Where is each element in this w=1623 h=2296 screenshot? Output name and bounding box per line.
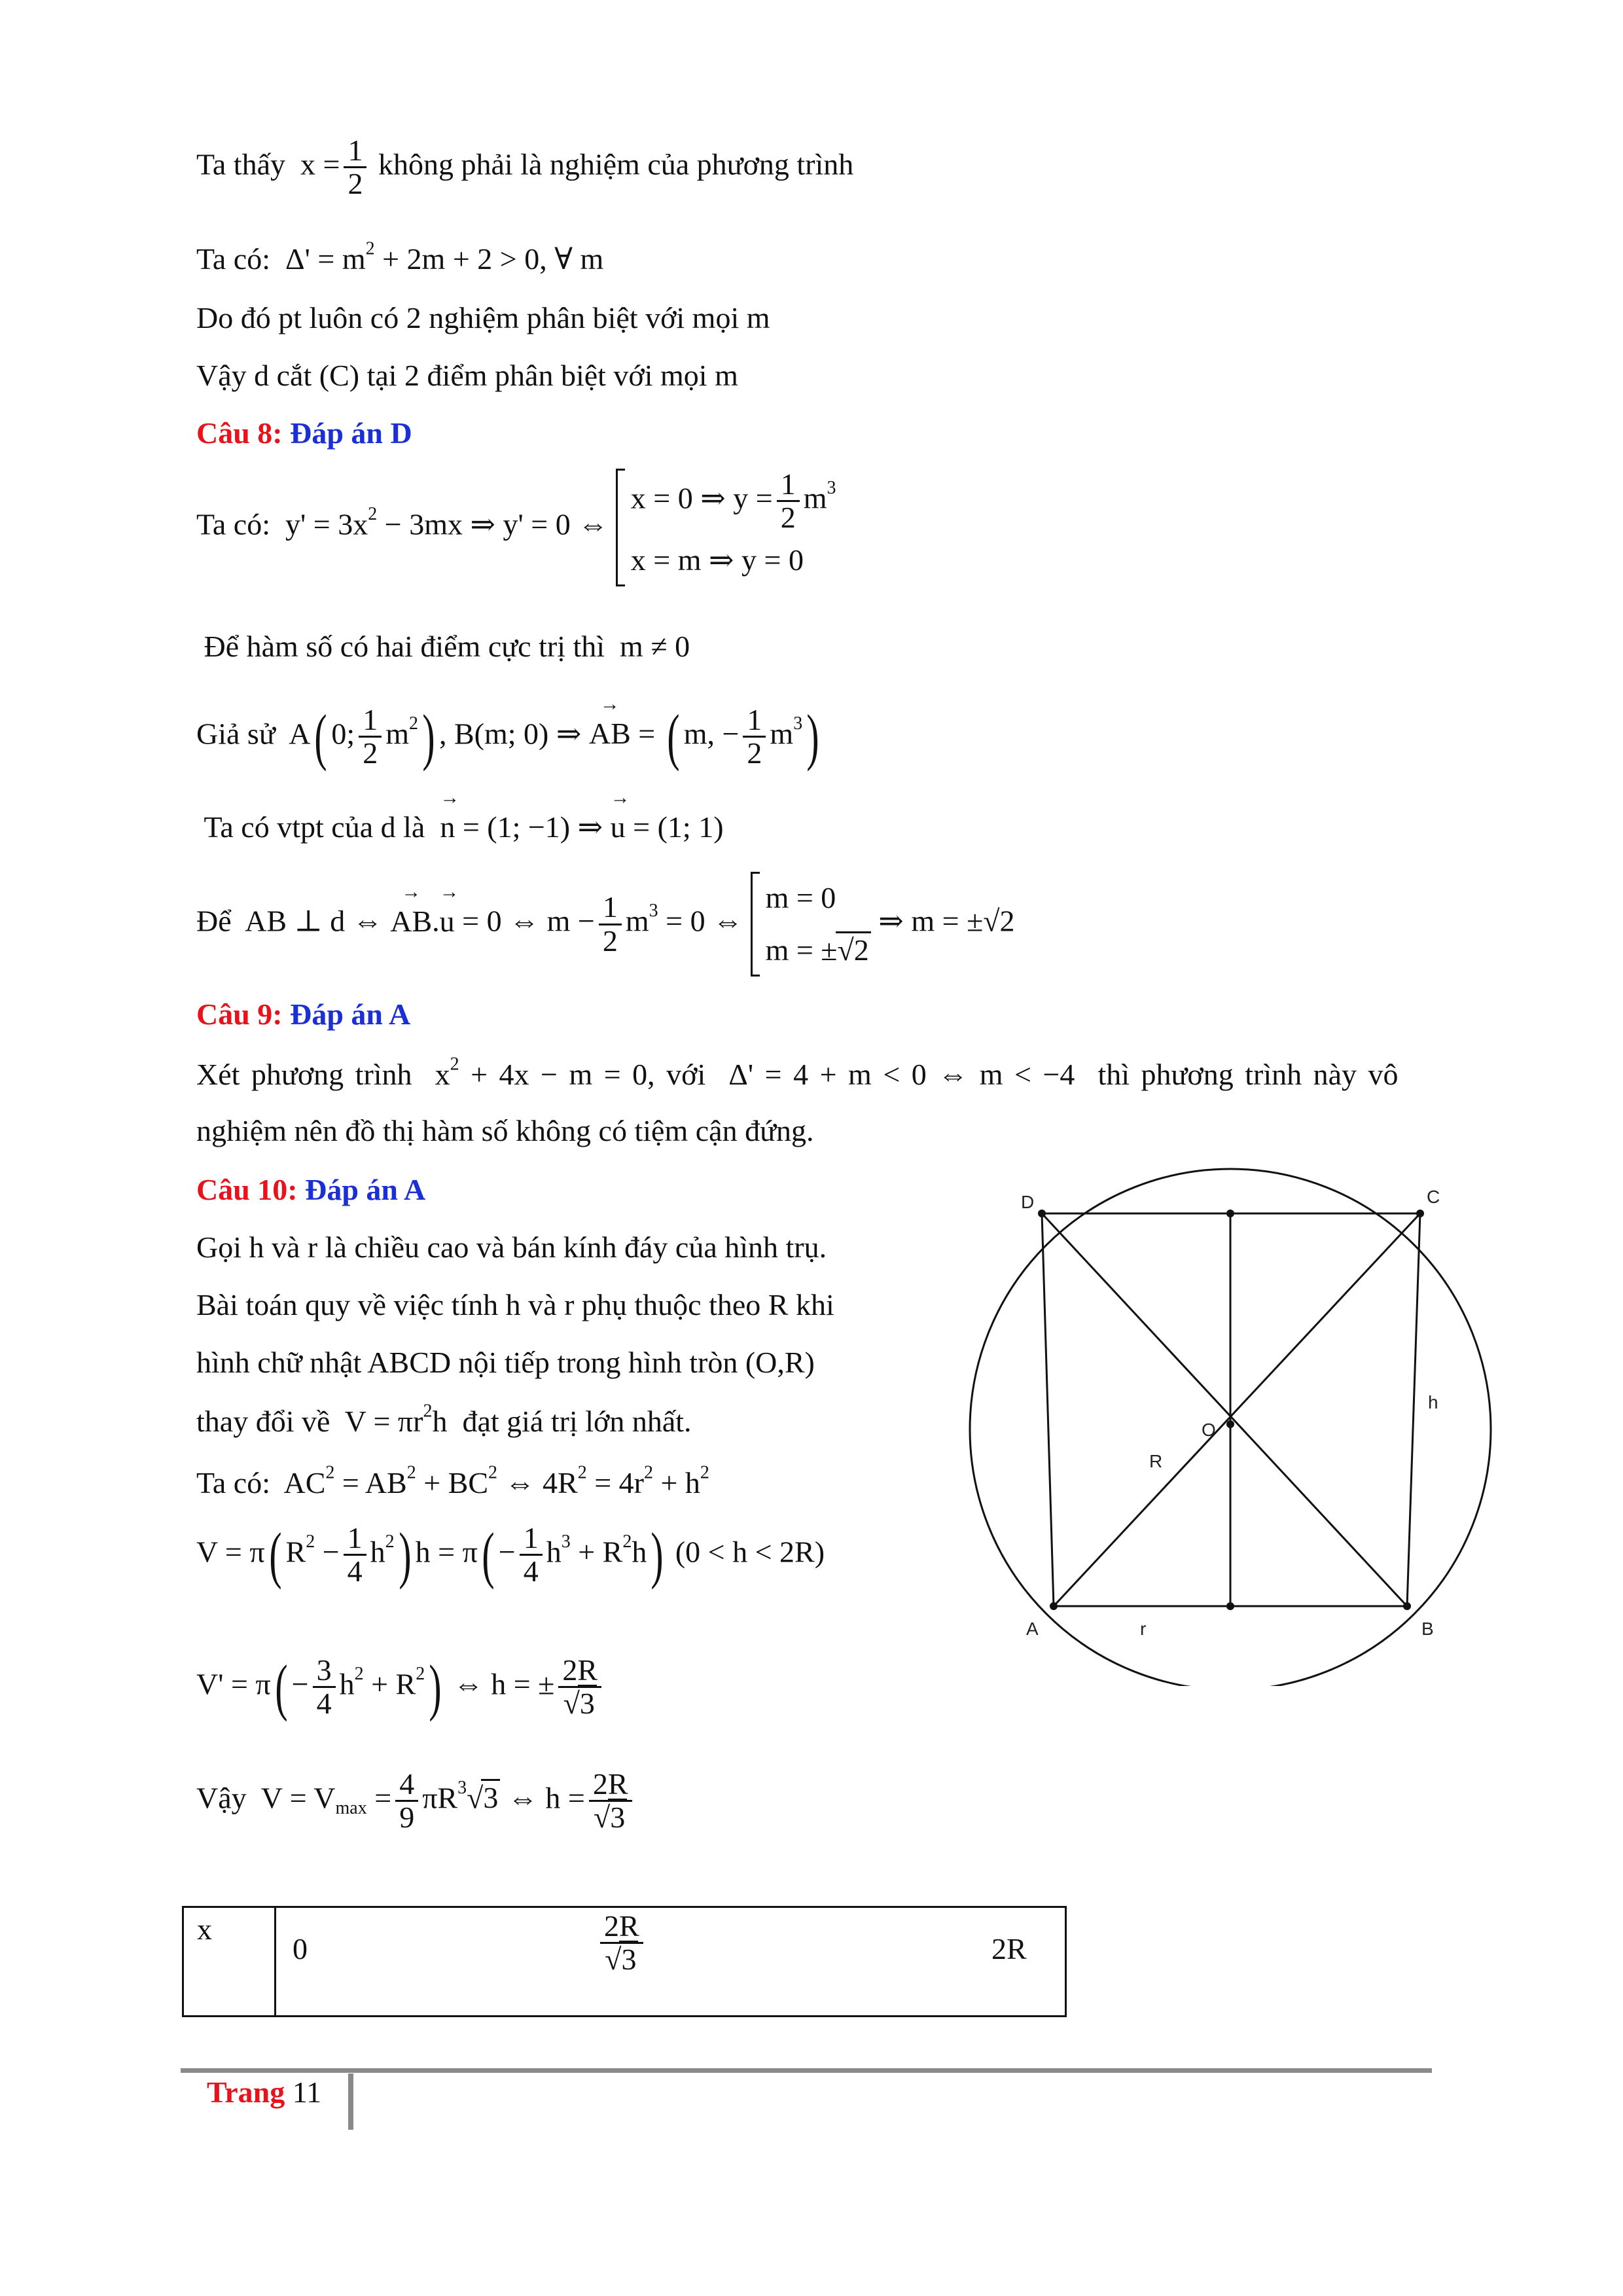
label-d: D	[1021, 1192, 1035, 1212]
line-pythagoras: Ta có: $AC^2 = AB^2 + BC^2$ ⇔ $4R^2 = 4r^2 + h^2$	[196, 1462, 709, 1499]
line-derivative: Ta có: $y' = 3x^2 - 3mx$ ⇒ y' = 0 ⇔ x = 0 ⇒ y = $\frac{1}{2}$ $m^3$ x = m ⇒ y = 0	[196, 469, 836, 586]
label-r-big: R	[1149, 1451, 1163, 1471]
line-extrema-condition: Để hàm số có hai điểm cực trị thì m ≠ 0	[204, 630, 690, 663]
line-normal-vector: Ta có vtpt của d là → n = (1; −1) ⇒ → u = (1; 1)	[196, 808, 724, 847]
line-volume-max: thay đổi về $V = \pi r^2h$ đạt giá trị lớn nhất.	[196, 1401, 692, 1438]
line-volume-formula: V = π( $R^2$ − $\frac{1}{4}$ $h^2$) h = π( − $\frac{1}{4}$ $h^3 + R^2h$) (0 < h < 2R)	[196, 1519, 825, 1590]
label-h: h	[1428, 1392, 1438, 1412]
line-x-half: Ta thấy x = $\frac{1}{2}$ không phải là nghiệm của phương trình	[196, 134, 854, 201]
line-no-asymptote: nghiệm nên đồ thị hàm số không có tiệm cận đứng.	[196, 1114, 814, 1147]
table-header-x: x	[197, 1912, 212, 1946]
label-r-small: r	[1140, 1619, 1147, 1639]
case-bracket: x = 0 ⇒ y = $\frac{1}{2}$ $m^3$ x = m ⇒ y = 0	[616, 469, 836, 586]
line-conclusion: Vậy $V = V_{max}$ = $\frac{4}{9}$ $\pi R^3√3$ ⇔ h = $\frac{2R}{√3}$	[196, 1768, 636, 1834]
question-8-heading: Câu 8: Đáp án D	[196, 416, 412, 450]
case-bracket: m = 0 m = ±√2	[751, 872, 871, 977]
line-d-cuts-c: Vậy d cắt (C) tại 2 điểm phân biệt với mọi m	[196, 359, 738, 392]
variation-table	[182, 1906, 1067, 2017]
line-define-h-r: Gọi h và r là chiều cao và bán kính đáy của hình trụ.	[196, 1230, 827, 1264]
circle-rectangle-figure	[955, 1162, 1505, 1689]
label-b: B	[1421, 1619, 1434, 1639]
footer-divider-vertical	[348, 2073, 353, 2130]
line-problem-reduce: Bài toán quy về việc tính h và r phụ thuộc theo R khi	[196, 1288, 834, 1321]
label-a: A	[1026, 1619, 1039, 1639]
line-points-ab: Giả sử A( 0; $\frac{1}{2}$ $m^2$) , B(m; 0) ⇒ → AB = ( m, − $\frac{1}{2}$ $m^3$)	[196, 704, 823, 770]
line-perpendicular: Để AB ⊥ d ⇔ → AB.→ u = 0 ⇔ m − $\frac{1}{2}$ $m^3 = 0$ ⇔ m = 0 m = ±√2 ⇒ m = ±√2	[196, 872, 1015, 977]
line-equation-q9: Xét phương trình $x^2 + 4x - m = 0$, với Δ' = 4 + m < 0 ⇔ m < −4 thì phương trình này vô	[196, 1054, 1399, 1091]
footer-divider	[181, 2068, 1432, 2073]
line-derivative-v: V' = π( − $\frac{3}{4}$ $h^2 + R^2$) ⇔ h = ± $\frac{2R}{√3}$	[196, 1655, 605, 1720]
label-c: C	[1427, 1187, 1440, 1207]
line-inscribed: hình chữ nhật ABCD nội tiếp trong hình tròn (O,R)	[196, 1346, 815, 1379]
question-10-heading: Câu 10: Đáp án A	[196, 1173, 426, 1206]
line-two-roots: Do đó pt luôn có 2 nghiệm phân biệt với mọi m	[196, 301, 770, 334]
question-9-heading: Câu 9: Đáp án A	[196, 997, 411, 1031]
table-value-zero: 0	[293, 1932, 308, 1965]
table-value-2r: 2R	[991, 1932, 1027, 1965]
line-delta: Ta có: $\Delta' = m^2 + 2m + 2 > 0$, ∀ m	[196, 238, 604, 276]
table-value-critical: $\frac{2R}{√3}$	[596, 1910, 647, 1976]
label-o: O	[1202, 1420, 1216, 1440]
page-footer: Trang 11	[207, 2075, 322, 2109]
